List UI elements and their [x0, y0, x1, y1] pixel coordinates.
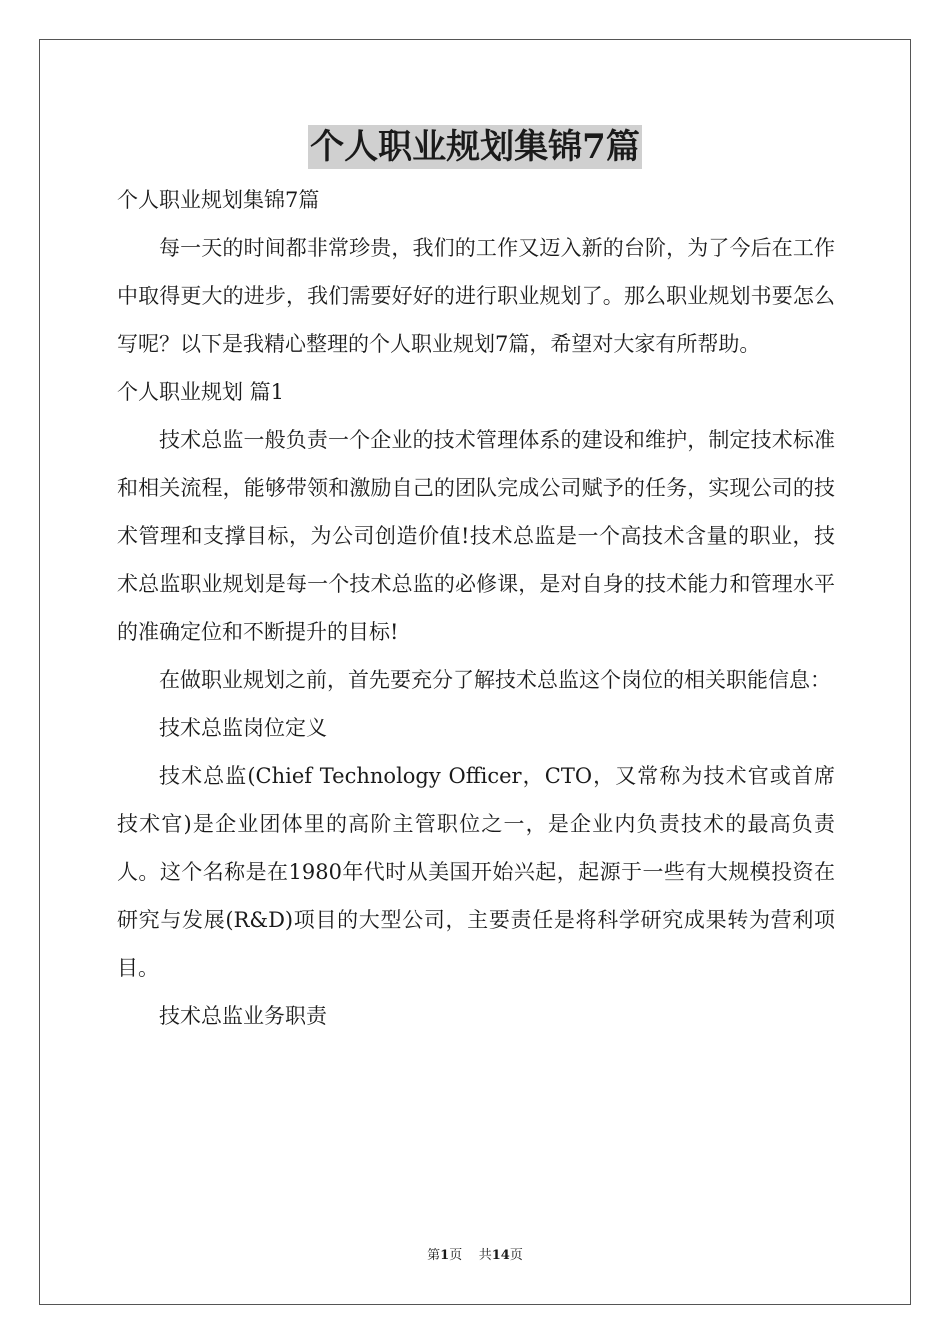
document-title: 个人职业规划集锦7篇 [310, 127, 640, 167]
footer-total-prefix: 共 [478, 1248, 492, 1263]
subheading: 技术总监业务职责 [159, 1004, 327, 1028]
footer-total-pages: 14 [491, 1248, 510, 1263]
body-paragraph: 技术总监(Chief Technology Officer，CTO，又常称为技术官或首席技术官)是企业团体里的高阶主管职位之一，是企业内负责技术的最高负责人。这个名称是在1980年代时从美国开始兴起，起源于一些有大规模投资在研究与发展(R&D)项目的大型公司，主要责任是将科学研究成果转为营利项目。 [117, 764, 835, 980]
footer-prefix: 第 [427, 1248, 441, 1263]
subheading: 技术总监岗位定义 [159, 716, 327, 740]
page-footer [0, 1247, 950, 1265]
section-heading: 个人职业规划 篇1 [117, 380, 285, 404]
subtitle-line: 个人职业规划集锦7篇 [117, 188, 320, 212]
intro-paragraph: 每一天的时间都非常珍贵，我们的工作又迈入新的台阶，为了今后在工作中取得更大的进步，我们需要好好的进行职业规划了。那么职业规划书要怎么写呢？以下是我精心整理的个人职业规划7篇，希望对大家有所帮助。 [117, 236, 835, 356]
footer-page-suffix: 页 [449, 1248, 463, 1263]
footer-total-suffix: 页 [509, 1248, 523, 1263]
body-paragraph: 在做职业规划之前，首先要充分了解技术总监这个岗位的相关职能信息： [159, 668, 831, 692]
body-paragraph: 技术总监一般负责一个企业的技术管理体系的建设和维护，制定技术标准和相关流程，能够带领和激励自己的团队完成公司赋予的任务，实现公司的技术管理和支撑目标，为公司创造价值!技术总监是一个高技术含量的职业，技术总监职业规划是每一个技术总监的必修课，是对自身的技术能力和管理水平的准确定位和不断提升的目标! [117, 428, 835, 644]
footer-page-number: 1 [440, 1248, 450, 1263]
document-body [117, 176, 835, 1040]
title-container [0, 125, 950, 169]
